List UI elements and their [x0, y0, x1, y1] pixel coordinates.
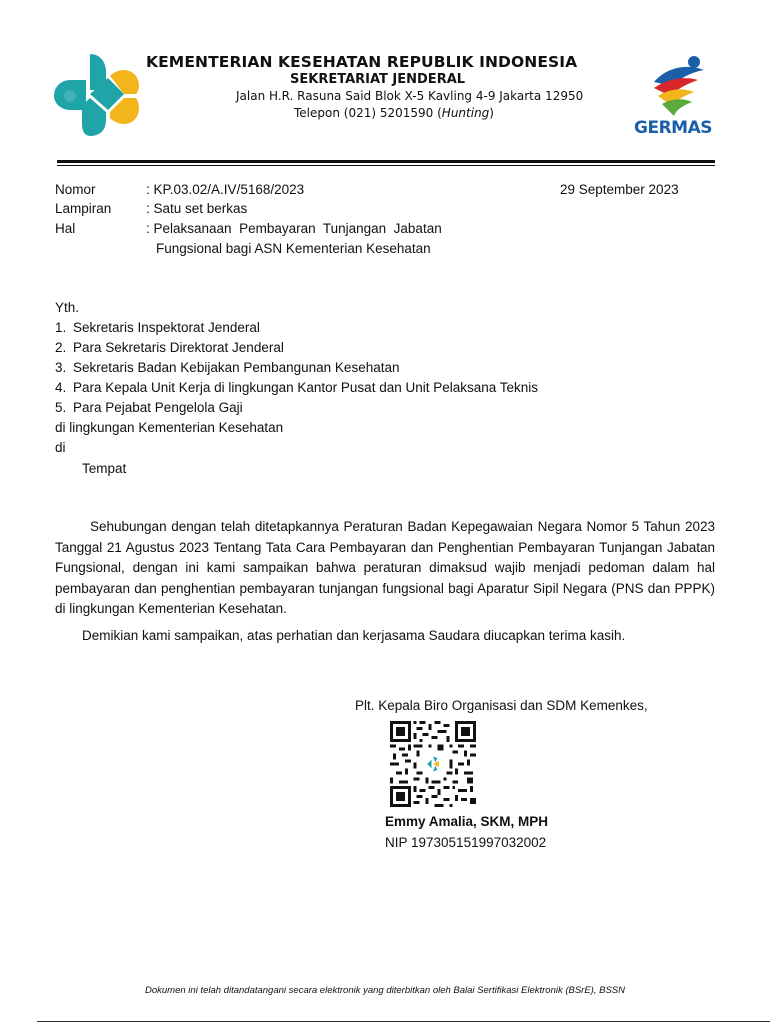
nomor-value: : KP.03.02/A.IV/5168/2023 [146, 182, 305, 197]
recipient-di: di [55, 440, 66, 455]
recipient-number: 2. [55, 340, 67, 355]
recipient-tempat: Tempat [82, 461, 127, 476]
signature-title: Plt. Kepala Biro Organisasi dan SDM Kemenkes, [355, 698, 648, 713]
secretariat-name: SEKRETARIAT JENDERAL [290, 72, 466, 87]
signatory-name: Emmy Amalia, SKM, MPH [385, 814, 549, 829]
hal-value-line1: : Pelaksanaan Pembayaran Tunjangan Jabatan [146, 221, 442, 236]
letterhead-rule-thin [57, 165, 715, 166]
lampiran-value: : Satu set berkas [146, 201, 248, 216]
recipient-number: 3. [55, 360, 67, 375]
electronic-signature-note: Dokumen ini telah ditandatangani secara elektronik yang diterbitkan oleh Balai Sertifikasi Elektronik (BSrE), BSSN [145, 985, 625, 996]
recipient-item: Para Sekretaris Direktorat Jenderal [73, 340, 284, 355]
phone: Telepon (021) 5201590 (Hunting) [294, 106, 494, 120]
recipient-item: Para Pejabat Pengelola Gaji [73, 400, 243, 415]
signatory-nip: NIP 197305151997032002 [385, 835, 547, 850]
recipient-number: 4. [55, 380, 67, 395]
recipient-number: 1. [55, 320, 67, 335]
ministry-name: KEMENTERIAN KESEHATAN REPUBLIK INDONESIA [146, 53, 578, 71]
kemenkes-logo [52, 50, 142, 140]
recipient-scope: di lingkungan Kementerian Kesehatan [55, 420, 284, 435]
signature-qr-code [389, 721, 477, 807]
hal-label: Hal [55, 221, 76, 236]
letter-date: 29 September 2023 [560, 182, 679, 197]
letterhead-rule-thick [57, 160, 715, 163]
footer-rule [37, 1021, 770, 1022]
germas-logo [632, 52, 718, 144]
body-paragraph-2: Demikian kami sampaikan, atas perhatian dan kerjasama Saudara diucapkan terima kasih. [82, 628, 626, 643]
nomor-label: Nomor [55, 182, 96, 197]
salutation: Yth. [55, 300, 80, 315]
recipient-item: Sekretaris Inspektorat Jenderal [73, 320, 260, 335]
lampiran-label: Lampiran [55, 201, 112, 216]
address: Jalan H.R. Rasuna Said Blok X-5 Kavling 4-9 Jakarta 12950 [236, 89, 584, 103]
germas-wordmark: GERMAS [634, 118, 712, 138]
body-paragraph-1: Sehubungan dengan telah ditetapkannya Peraturan Badan Kepegawaian Negara Nomor 5 Tahun 2023 Tanggal 21 Agustus 2023 Tentang Tata Cara Pembayaran dan Penghentian Pembayaran Tunjangan Jabatan Fungsional, dengan ini kami sampaikan bahwa peraturan dimaksud wajib menjadi pedoman dalam hal pembayaran dan penghentian pembayaran tunjangan fungsional bagi Aparatur Sipil Negara (PNS dan PPPK) di lingkungan Kementerian Kesehatan. [55, 519, 715, 616]
recipient-number: 5. [55, 400, 67, 415]
recipient-item: Sekretaris Badan Kebijakan Pembangunan Kesehatan [73, 360, 400, 375]
hal-value-line2: Fungsional bagi ASN Kementerian Kesehatan [156, 241, 431, 256]
recipient-item: Para Kepala Unit Kerja di lingkungan Kantor Pusat dan Unit Pelaksana Teknis [73, 380, 539, 395]
